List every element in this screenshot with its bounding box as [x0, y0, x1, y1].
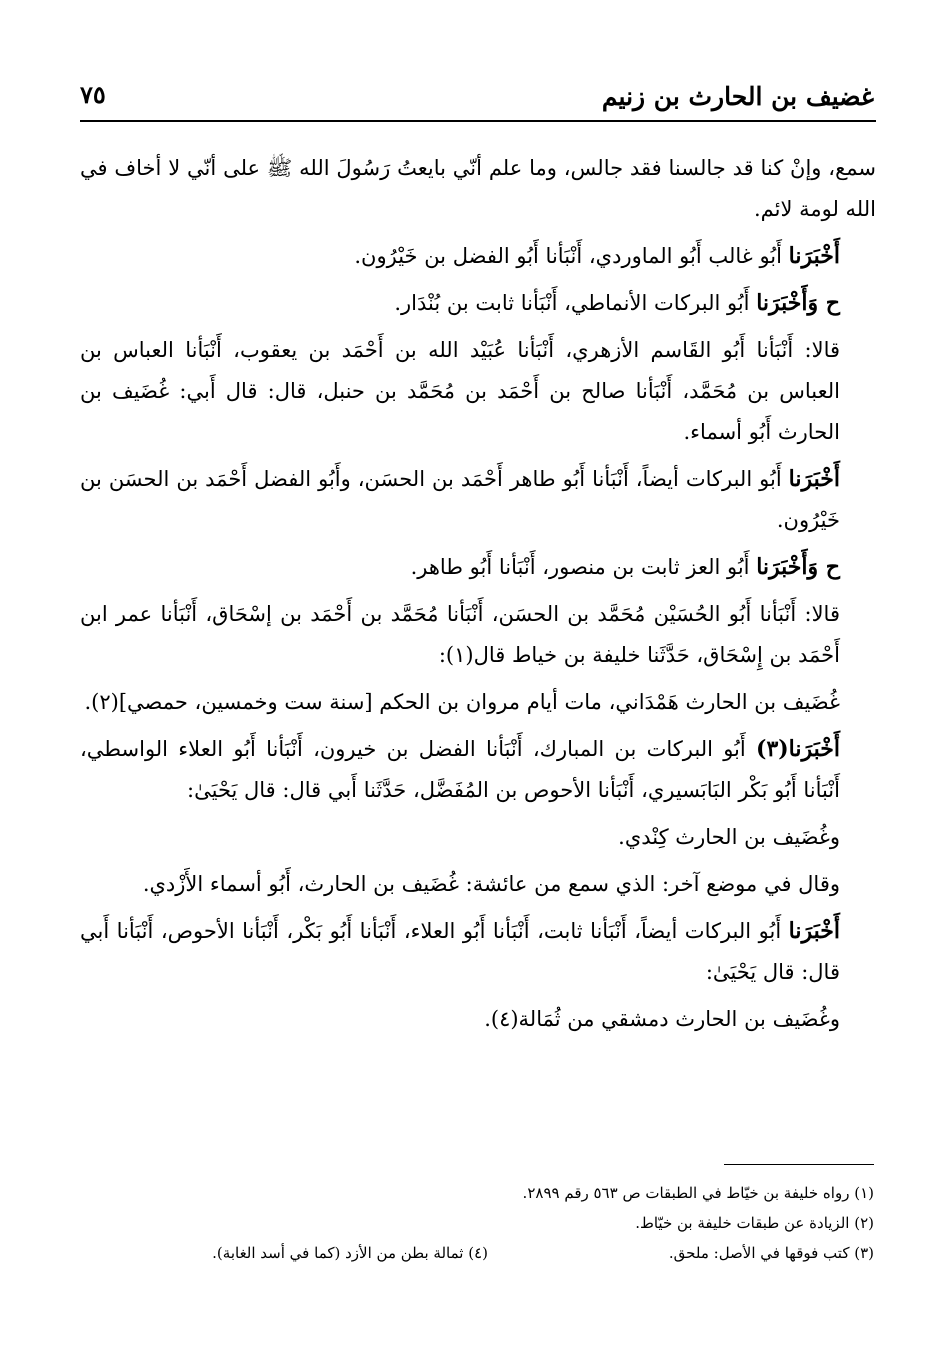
footnote-row: [130, 1208, 874, 1238]
paragraph-10: [80, 817, 876, 858]
paragraph-4: [80, 330, 876, 453]
footnote-3: (٣) كتب فوقها في الأصل: ملحق.: [668, 1244, 874, 1262]
page-number: ٧٥: [80, 80, 106, 109]
footnote-1: (١) رواه خليفة بن خيّاط في الطبقات ص ٥٦٣ رقم ٢٨٩٩.: [522, 1184, 874, 1202]
paragraph-5: [80, 459, 876, 541]
paragraph-6: [80, 547, 876, 588]
paragraph-text: أَبُو البركات أيضاً، أَنْبَأنا أَبُو طاهر أَحْمَد بن الحسَن، وأَبُو الفضل أَحْمَد بن الحسَن بن خَيْرُون.: [80, 467, 840, 532]
footnote-2: (٢) الزيادة عن طبقات خليفة بن خيّاط.: [635, 1214, 874, 1232]
footnote-rule: [724, 1164, 874, 1165]
paragraph-lead: أَخْبَرَنا: [788, 243, 840, 269]
paragraph-text: سمع، وإنْ كنا قد جالسنا فقد جالس، وما علم أنّي بايعتُ رَسُولَ الله ﷺ على أنّي لا أخاف في الله لومة لائم.: [80, 156, 876, 221]
paragraph-lead: ح وَأَخْبَرَنا: [756, 554, 840, 580]
paragraph-text: أَبُو البركات الأنماطي، أَنْبَأنا ثابت بن بُنْدَار.: [394, 291, 757, 315]
paragraph-lead: أَخْبَرَنا: [788, 918, 840, 944]
paragraph-12: [80, 911, 876, 993]
paragraph-lead: ح وَأَخْبَرَنا: [756, 290, 840, 316]
paragraph-text: وغُضَيف بن الحارث دمشقي من ثُمَالة(٤).: [484, 1007, 840, 1031]
paragraph-8: [80, 682, 876, 723]
paragraph-lead: أَخْبَرَنا: [788, 466, 840, 492]
running-head: غضيف بن الحارث بن زنيم: [601, 82, 874, 111]
paragraph-text: قالا: أَنْبَأنا أَبُو الحُسَيْن مُحَمَّد بن الحسَن، أَنْبَأنا مُحَمَّد بن أَحْمَد بن إسْحَاق، أَنْبَأنا عمر ابن أَحْمَد بن إِسْحَاق، حَدَّثَنا خليفة بن خياط قال(١):: [80, 602, 840, 667]
paragraph-text: وقال في موضع آخر: الذي سمع من عائشة: غُضَيف بن الحارث، أَبُو أسماء الأَزْدي.: [142, 872, 840, 896]
page-header: [80, 72, 876, 118]
paragraph-text: أَبُو البركات بن المبارك، أَنْبَأنا الفضل بن خيرون، أَنْبَأنا أَبُو العلاء الواسطي، أَنْبَأنا أَبُو بَكْر البَابَسيري، أَنْبَأنا الأحوص بن المُفَضَّل، حَدَّثَنا أَبي قال: قال يَحْيَىٰ:: [80, 737, 840, 802]
paragraph-text: قالا: أَنْبَأنا أَبُو القَاسم الأزهري، أَنْبَأنا عُبَيْد الله بن أَحْمَد بن يعقوب، أَنْبَأنا العباس بن العباس بن مُحَمَّد، أَنْبَأنا صالح بن أَحْمَد بن مُحَمَّد بن حنبل، قال: قال أَبي: غُضَيف بن الحارث أَبُو أسماء.: [80, 338, 840, 444]
footnote-row: [130, 1178, 874, 1208]
footnotes: [130, 1178, 874, 1268]
paragraph-text: أَبُو البركات أيضاً، أَنْبَأنا ثابت، أَنْبَأنا أَبُو العلاء، أَنْبَأنا أَبُو بَكْر، أَنْبَأنا الأحوص، أَنْبَأنا أَبي قال: قال يَحْيَىٰ:: [80, 919, 840, 984]
paragraph-13: [80, 999, 876, 1040]
footnote-4: (٤) ثمالة بطن من الأزد (كما في أسد الغابة).: [212, 1244, 488, 1262]
paragraph-text: أَبُو العز ثابت بن منصور، أَنْبَأنا أَبُو طاهر.: [410, 555, 757, 579]
footnote-row: [130, 1238, 874, 1268]
paragraph-text: غُضَيف بن الحارث هَمْدَاني، مات أيام مروان بن الحكم [سنة ست وخمسين، حمصي](٢).: [84, 690, 840, 714]
header-rule: [80, 120, 876, 122]
body-text: [80, 148, 876, 1046]
paragraph-text: وغُضَيف بن الحارث كِنْدي.: [618, 825, 840, 849]
paragraph-lead: أَخْبَرَنا(٣): [756, 736, 840, 762]
paragraph-11: [80, 864, 876, 905]
paragraph-9: [80, 729, 876, 811]
paragraph-7: [80, 594, 876, 676]
paragraph-2: [80, 236, 876, 277]
paragraph-3: [80, 283, 876, 324]
paragraph-1: [80, 148, 876, 230]
paragraph-text: أَبُو غالب أَبُو الماوردي، أَنْبَأنا أَبُو الفضل بن خَيْرُون.: [354, 244, 789, 268]
